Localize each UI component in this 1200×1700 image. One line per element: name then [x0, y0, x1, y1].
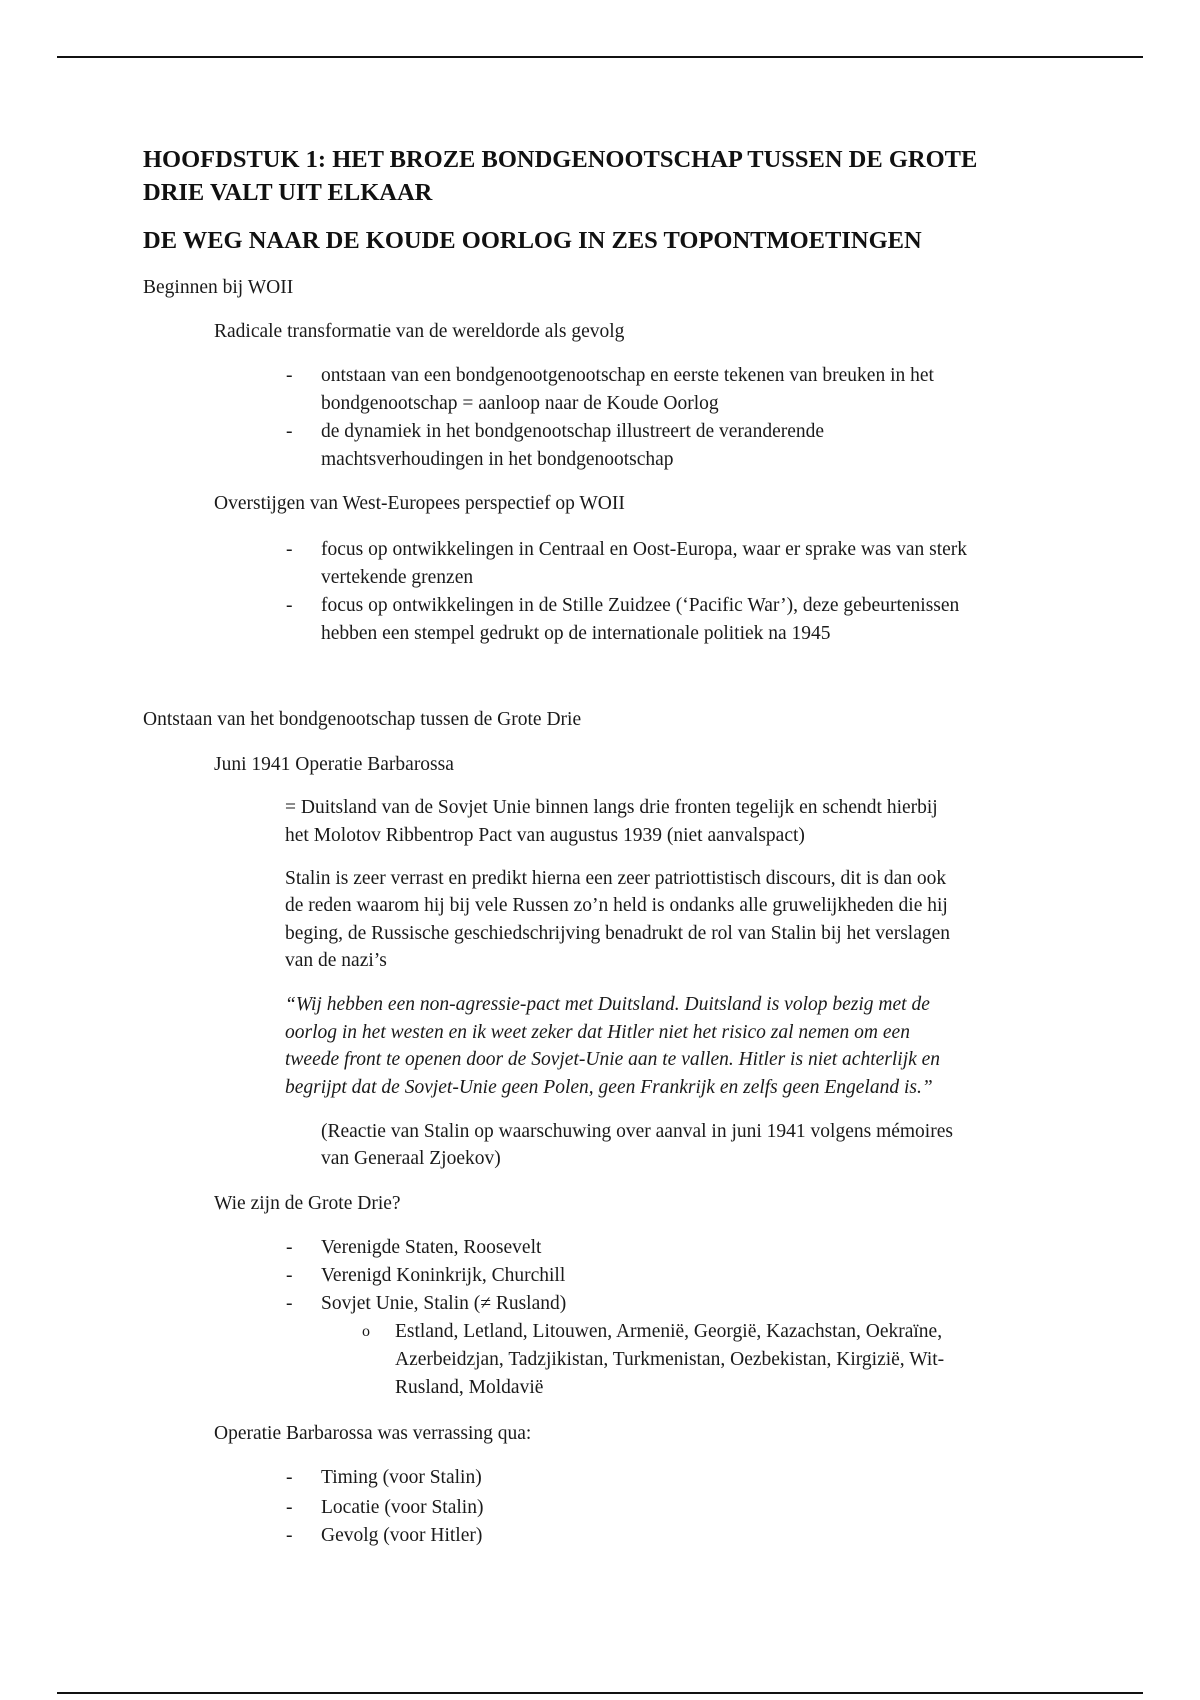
chapter-title-line-1: HOOFDSTUK 1: HET BROZE BONDGENOOTSCHAP TUSSEN DE GROTE — [143, 146, 978, 173]
bullet-dash: - — [286, 1497, 293, 1518]
quote-line: tweede front te openen door de Sovjet-Unie aan te vallen. Hitler is niet achterlijk en — [285, 1049, 941, 1070]
quote-line: oorlog in het westen en ik weet zeker dat Hitler niet het risico zal nemen om een — [285, 1022, 910, 1043]
bullet-line: Timing (voor Stalin) — [321, 1467, 482, 1488]
bullet-dash: - — [286, 595, 293, 616]
stalin-paragraph-line: Stalin is zeer verrast en predikt hierna een zeer patriottistisch discours, dit is dan ook — [285, 868, 947, 889]
stalin-paragraph-line: beging, de Russische geschiedschrijving benadrukt de rol van Stalin bij het verslagen — [285, 923, 951, 944]
definition-line: het Molotov Ribbentrop Pact van augustus 1939 (niet aanvalspact) — [285, 825, 805, 846]
sub-bullet-line: Azerbeidzjan, Tadzjikistan, Turkmenistan, Oezbekistan, Kirgizië, Wit- — [395, 1349, 945, 1370]
subsection-title-perspectief: Overstijgen van West-Europees perspectief op WOII — [214, 493, 625, 514]
sub-bullet-circle: o — [362, 1323, 370, 1340]
section-title-beginnen: Beginnen bij WOII — [143, 277, 294, 298]
bullet-line: de dynamiek in het bondgenootschap illustreert de veranderende — [321, 421, 825, 442]
bullet-dash: - — [286, 1525, 293, 1546]
bullet-dash: - — [286, 1265, 293, 1286]
section-title-ontstaan: Ontstaan van het bondgenootschap tussen de Grote Drie — [143, 709, 582, 730]
stalin-paragraph-line: de reden waarom hij bij vele Russen zo’n held is ondanks alle gruwelijkheden die hij — [285, 895, 948, 916]
bullet-dash: - — [286, 1467, 293, 1488]
bullet-dash: - — [286, 539, 293, 560]
bullet-line: vertekende grenzen — [321, 567, 474, 588]
bottom-rule — [57, 1692, 1143, 1694]
sub-bullet-line: Rusland, Moldavië — [395, 1377, 544, 1398]
subsection-title-transformatie: Radicale transformatie van de wereldorde als gevolg — [214, 321, 625, 342]
bullet-line: hebben een stempel gedrukt op de internationale politiek na 1945 — [321, 623, 831, 644]
quote-source-line: (Reactie van Stalin op waarschuwing over aanval in juni 1941 volgens mémoires — [321, 1121, 953, 1142]
bullet-dash: - — [286, 1293, 293, 1314]
quote-line: “Wij hebben een non-agressie-pact met Duitsland. Duitsland is volop bezig met de — [285, 994, 930, 1015]
stalin-paragraph-line: van de nazi’s — [285, 950, 387, 971]
bullet-line: focus op ontwikkelingen in Centraal en Oost-Europa, waar er sprake was van sterk — [321, 539, 968, 560]
bullet-line: Sovjet Unie, Stalin (≠ Rusland) — [321, 1293, 567, 1314]
chapter-title-line-2: DRIE VALT UIT ELKAAR — [143, 179, 433, 206]
definition-line: = Duitsland van de Sovjet Unie binnen langs drie fronten tegelijk en schendt hierbij — [285, 797, 938, 818]
subsection-title-verrassing: Operatie Barbarossa was verrassing qua: — [214, 1423, 532, 1444]
bullet-dash: - — [286, 421, 293, 442]
quote-source-line: van Generaal Zjoekov) — [321, 1148, 501, 1169]
top-rule — [57, 56, 1143, 58]
bullet-line: Verenigde Staten, Roosevelt — [321, 1237, 542, 1258]
bullet-line: Gevolg (voor Hitler) — [321, 1525, 483, 1546]
chapter-subtitle: DE WEG NAAR DE KOUDE OORLOG IN ZES TOPONTMOETINGEN — [143, 227, 922, 254]
bullet-dash: - — [286, 365, 293, 386]
sub-bullet-line: Estland, Letland, Litouwen, Armenië, Georgië, Kazachstan, Oekraïne, — [395, 1321, 943, 1342]
quote-line: begrijpt dat de Sovjet-Unie geen Polen, geen Frankrijk en zelfs geen Engeland is.” — [285, 1077, 933, 1098]
bullet-line: Verenigd Koninkrijk, Churchill — [321, 1265, 566, 1286]
bullet-line: ontstaan van een bondgenootgenootschap en eerste tekenen van breuken in het — [321, 365, 934, 386]
bullet-line: focus op ontwikkelingen in de Stille Zuidzee (‘Pacific War’), deze gebeurtenissen — [321, 595, 960, 616]
subsection-title-barbarossa: Juni 1941 Operatie Barbarossa — [214, 754, 454, 775]
bullet-line: bondgenootschap = aanloop naar de Koude Oorlog — [321, 393, 719, 414]
bullet-line: machtsverhoudingen in het bondgenootschap — [321, 449, 674, 470]
subsection-title-grote-drie: Wie zijn de Grote Drie? — [214, 1193, 401, 1214]
bullet-dash: - — [286, 1237, 293, 1258]
bullet-line: Locatie (voor Stalin) — [321, 1497, 484, 1518]
